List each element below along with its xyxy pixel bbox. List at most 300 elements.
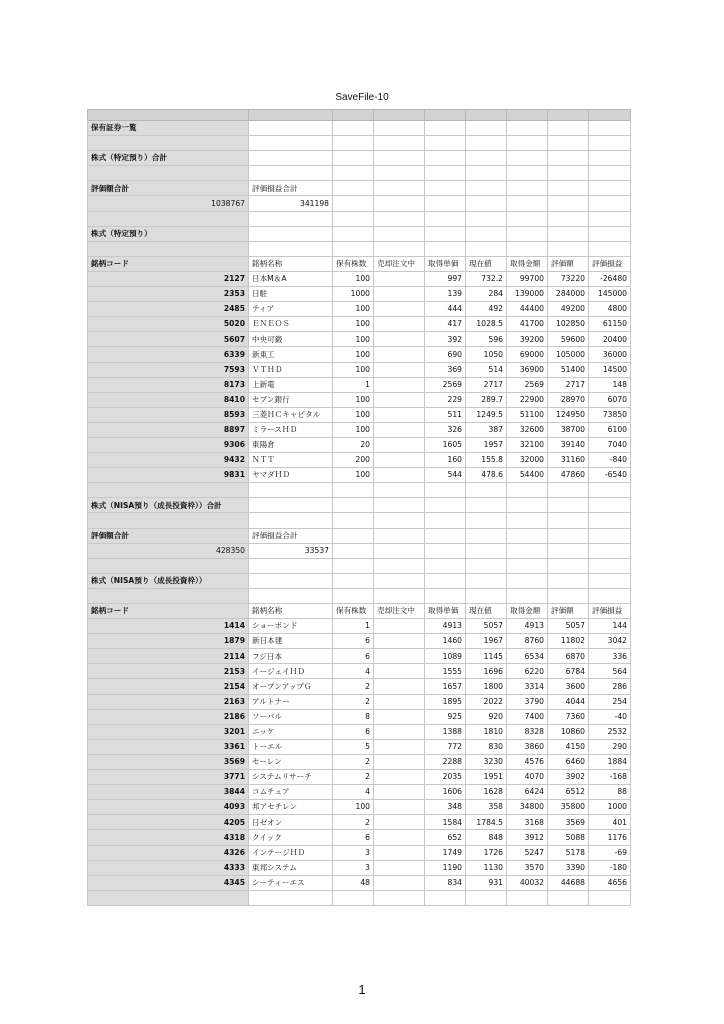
cell: 6784	[548, 664, 589, 679]
cell	[249, 136, 333, 151]
eval-total-label: 評価額合計	[88, 528, 249, 543]
cell: 2717	[548, 377, 589, 392]
cell: 1951	[466, 770, 507, 785]
cell: 2717	[466, 377, 507, 392]
cell: 2	[333, 694, 374, 709]
cell	[589, 498, 631, 513]
category-cell	[88, 588, 249, 603]
stock-code: 1879	[88, 634, 249, 649]
cell: 417	[425, 317, 466, 332]
cell	[249, 890, 333, 905]
cell: 6220	[507, 664, 548, 679]
cell	[507, 483, 548, 498]
cell: -26480	[589, 271, 631, 286]
cell: -180	[589, 860, 631, 875]
cell: 139	[425, 287, 466, 302]
stock-name: 中央可鍛	[249, 332, 333, 347]
cell	[466, 136, 507, 151]
cell	[374, 377, 425, 392]
cell	[507, 211, 548, 226]
cell: 1584	[425, 815, 466, 830]
cell: 772	[425, 739, 466, 754]
cell: 848	[466, 830, 507, 845]
cell: 3790	[507, 694, 548, 709]
cell	[589, 196, 631, 211]
cell	[425, 890, 466, 905]
stock-code: 8897	[88, 422, 249, 437]
stock-name: 日ゼオン	[249, 815, 333, 830]
cell	[249, 558, 333, 573]
cell	[548, 588, 589, 603]
cell: 1895	[425, 694, 466, 709]
stock-name: フジ日本	[249, 649, 333, 664]
cell	[589, 226, 631, 241]
stock-name: 日本M＆A	[249, 271, 333, 286]
stock-code: 3569	[88, 754, 249, 769]
cell	[425, 226, 466, 241]
cell	[507, 181, 548, 196]
cell	[374, 513, 425, 528]
cell: 6	[333, 634, 374, 649]
cell	[374, 121, 425, 136]
cell	[374, 709, 425, 724]
stock-name: 上新電	[249, 377, 333, 392]
cell	[374, 362, 425, 377]
cell	[589, 558, 631, 573]
holding-row	[88, 830, 631, 845]
cell	[374, 110, 425, 121]
cell	[374, 528, 425, 543]
cell: 931	[466, 875, 507, 890]
holding-row	[88, 860, 631, 875]
holding-row	[88, 785, 631, 800]
cell	[425, 121, 466, 136]
cell	[374, 573, 425, 588]
cell: 34800	[507, 800, 548, 815]
cell	[374, 619, 425, 634]
cell: 20400	[589, 332, 631, 347]
cell	[548, 211, 589, 226]
cell	[507, 196, 548, 211]
cell: 100	[333, 317, 374, 332]
cell	[333, 498, 374, 513]
cell: 1000	[333, 287, 374, 302]
holding-row	[88, 377, 631, 392]
cell	[589, 588, 631, 603]
stock-name: ミラースＨＤ	[249, 422, 333, 437]
cell: 6870	[548, 649, 589, 664]
cell	[374, 634, 425, 649]
code-column-header: 銘柄コード	[88, 604, 249, 619]
cell: 4	[333, 785, 374, 800]
cell: 73220	[548, 271, 589, 286]
cell	[374, 317, 425, 332]
stock-code: 9306	[88, 437, 249, 452]
pl-total-value: 341198	[249, 196, 333, 211]
cell	[507, 110, 548, 121]
cell	[507, 136, 548, 151]
cell: 997	[425, 271, 466, 286]
stock-code: 2186	[88, 709, 249, 724]
cell: 14500	[589, 362, 631, 377]
holding-row	[88, 634, 631, 649]
cell: 348	[425, 800, 466, 815]
cell	[589, 211, 631, 226]
cell: 401	[589, 815, 631, 830]
holding-row	[88, 664, 631, 679]
stock-code: 4093	[88, 800, 249, 815]
cell: 444	[425, 302, 466, 317]
cell: 3902	[548, 770, 589, 785]
cell	[374, 890, 425, 905]
cell	[548, 890, 589, 905]
cell: 3042	[589, 634, 631, 649]
cell: 4070	[507, 770, 548, 785]
blank-row	[88, 483, 631, 498]
holding-row	[88, 302, 631, 317]
cell: 59600	[548, 332, 589, 347]
cell: 73850	[589, 407, 631, 422]
eval-total-value: 428350	[88, 543, 249, 558]
cell	[374, 815, 425, 830]
cell	[249, 226, 333, 241]
category-cell	[88, 241, 249, 256]
cell	[333, 211, 374, 226]
cell	[374, 453, 425, 468]
cell: 2	[333, 815, 374, 830]
total-value-row	[88, 196, 631, 211]
cell: 830	[466, 739, 507, 754]
cell: 100	[333, 347, 374, 362]
cell: 596	[466, 332, 507, 347]
cell: 1628	[466, 785, 507, 800]
stock-code: 4345	[88, 875, 249, 890]
cell: 1	[333, 377, 374, 392]
cell	[589, 151, 631, 166]
stock-name: クイック	[249, 830, 333, 845]
cell: 564	[589, 664, 631, 679]
cell: 1884	[589, 754, 631, 769]
stock-code: 3844	[88, 785, 249, 800]
cell	[374, 151, 425, 166]
blank-row	[88, 136, 631, 151]
cell	[548, 483, 589, 498]
cell	[374, 241, 425, 256]
stock-code: 2153	[88, 664, 249, 679]
cell: 3570	[507, 860, 548, 875]
cell: 100	[333, 332, 374, 347]
cell	[374, 347, 425, 362]
blank-row	[88, 241, 631, 256]
cell	[374, 800, 425, 815]
cell: 4044	[548, 694, 589, 709]
pl-total-label: 評価損益合計	[249, 528, 333, 543]
cell: 4913	[507, 619, 548, 634]
cell	[466, 588, 507, 603]
holding-row	[88, 709, 631, 724]
stock-name: ヤマダＨＤ	[249, 468, 333, 483]
cell	[466, 166, 507, 181]
cell: 38700	[548, 422, 589, 437]
cell	[548, 110, 589, 121]
eval-total-value: 1038767	[88, 196, 249, 211]
stock-name: インテージＨＤ	[249, 845, 333, 860]
cell: 39140	[548, 437, 589, 452]
cell	[374, 754, 425, 769]
cell: 1249.5	[466, 407, 507, 422]
cell: 6534	[507, 649, 548, 664]
cell: 145000	[589, 287, 631, 302]
cell: 3	[333, 860, 374, 875]
stock-code: 3361	[88, 739, 249, 754]
cell: 834	[425, 875, 466, 890]
cell: 51400	[548, 362, 589, 377]
stock-name: 邦アセチレン	[249, 800, 333, 815]
cell: -6540	[589, 468, 631, 483]
cell: 1749	[425, 845, 466, 860]
cell: 11802	[548, 634, 589, 649]
cell: 1606	[425, 785, 466, 800]
cell: 155.8	[466, 453, 507, 468]
cell	[507, 558, 548, 573]
cell: 51100	[507, 407, 548, 422]
holdings-list-label: 保有証券一覧	[88, 121, 249, 136]
stock-code: 6339	[88, 347, 249, 362]
cell	[374, 860, 425, 875]
cell	[589, 573, 631, 588]
cell: 1176	[589, 830, 631, 845]
cell: 2288	[425, 754, 466, 769]
cell	[374, 332, 425, 347]
cell: 49200	[548, 302, 589, 317]
cell	[466, 110, 507, 121]
cell	[374, 392, 425, 407]
cell: 44400	[507, 302, 548, 317]
holding-row	[88, 739, 631, 754]
cell: 61150	[589, 317, 631, 332]
total-label-row	[88, 181, 631, 196]
stock-code: 7593	[88, 362, 249, 377]
stock-code: 3771	[88, 770, 249, 785]
stock-code: 4326	[88, 845, 249, 860]
cell: 7040	[589, 437, 631, 452]
cell: 8760	[507, 634, 548, 649]
cell	[425, 588, 466, 603]
cell: 88	[589, 785, 631, 800]
holding-row	[88, 317, 631, 332]
cell	[249, 241, 333, 256]
cell	[548, 151, 589, 166]
cell: 2	[333, 754, 374, 769]
category-cell	[88, 211, 249, 226]
cell: 100	[333, 392, 374, 407]
holding-row	[88, 679, 631, 694]
cell: 39200	[507, 332, 548, 347]
stock-code: 2114	[88, 649, 249, 664]
cell: 3230	[466, 754, 507, 769]
holding-row	[88, 347, 631, 362]
cell	[374, 437, 425, 452]
cell: 48	[333, 875, 374, 890]
cell: 2569	[507, 377, 548, 392]
eval-total-label: 評価額合計	[88, 181, 249, 196]
cell	[374, 483, 425, 498]
cell: 3912	[507, 830, 548, 845]
cell	[249, 166, 333, 181]
cell: 3	[333, 845, 374, 860]
section-total-row	[88, 151, 631, 166]
cell: 1145	[466, 649, 507, 664]
cell: 100	[333, 800, 374, 815]
stock-name: セーレン	[249, 754, 333, 769]
cell	[333, 166, 374, 181]
stock-name: セブン銀行	[249, 392, 333, 407]
cell	[374, 271, 425, 286]
cell: 1190	[425, 860, 466, 875]
blank-row	[88, 890, 631, 905]
cell: 40032	[507, 875, 548, 890]
column-header: 評価額	[548, 256, 589, 271]
cell: 3860	[507, 739, 548, 754]
cell: 1	[333, 619, 374, 634]
stock-code: 2154	[88, 679, 249, 694]
cell: 652	[425, 830, 466, 845]
cell: 284	[466, 287, 507, 302]
cell	[507, 498, 548, 513]
cell: 1957	[466, 437, 507, 452]
cell: 6	[333, 649, 374, 664]
blank-row	[88, 166, 631, 181]
cell	[374, 664, 425, 679]
cell	[333, 513, 374, 528]
cell: 47860	[548, 468, 589, 483]
cell: 44688	[548, 875, 589, 890]
stock-name: アルトナー	[249, 694, 333, 709]
cell	[548, 121, 589, 136]
holding-row	[88, 392, 631, 407]
cell: 5178	[548, 845, 589, 860]
stock-code: 5607	[88, 332, 249, 347]
cell	[466, 558, 507, 573]
cell	[333, 121, 374, 136]
cell: 5088	[548, 830, 589, 845]
cell: 1810	[466, 724, 507, 739]
holding-row	[88, 422, 631, 437]
cell	[333, 226, 374, 241]
cell: 100	[333, 468, 374, 483]
cell	[374, 468, 425, 483]
cell: 254	[589, 694, 631, 709]
holding-row	[88, 724, 631, 739]
stock-name: 新東工	[249, 347, 333, 362]
stock-name: ＥＮＥＯＳ	[249, 317, 333, 332]
cell	[466, 121, 507, 136]
cell: 3314	[507, 679, 548, 694]
category-cell	[88, 166, 249, 181]
cell	[333, 151, 374, 166]
cell: 690	[425, 347, 466, 362]
holding-row	[88, 649, 631, 664]
cell	[249, 483, 333, 498]
cell: 544	[425, 468, 466, 483]
cell: 4150	[548, 739, 589, 754]
cell	[507, 513, 548, 528]
cell	[374, 181, 425, 196]
cell: 2035	[425, 770, 466, 785]
cell: -168	[589, 770, 631, 785]
cell: 100	[333, 302, 374, 317]
column-header: 現在値	[466, 256, 507, 271]
cell	[466, 181, 507, 196]
cell: 6460	[548, 754, 589, 769]
cell: 392	[425, 332, 466, 347]
cell	[425, 483, 466, 498]
cell: 1696	[466, 664, 507, 679]
table-header-row	[88, 256, 631, 271]
section-title: 株式（特定預り）	[88, 226, 249, 241]
cell	[548, 498, 589, 513]
document-title: SaveFile-10	[335, 92, 389, 103]
column-header: 売却注文中	[374, 256, 425, 271]
cell	[374, 785, 425, 800]
cell: 124950	[548, 407, 589, 422]
cell	[548, 573, 589, 588]
cell: 1000	[589, 800, 631, 815]
page-number: 1	[358, 982, 366, 997]
cell	[589, 543, 631, 558]
cell: 290	[589, 739, 631, 754]
cell: 4	[333, 664, 374, 679]
stock-name: イージェイＨＤ	[249, 664, 333, 679]
cell: 31160	[548, 453, 589, 468]
cell	[425, 498, 466, 513]
cell: 8	[333, 709, 374, 724]
cell	[507, 151, 548, 166]
cell: 2	[333, 679, 374, 694]
cell: 369	[425, 362, 466, 377]
cell: 326	[425, 422, 466, 437]
cell	[249, 121, 333, 136]
cell: 5057	[548, 619, 589, 634]
holding-row	[88, 619, 631, 634]
stock-code: 4205	[88, 815, 249, 830]
holding-row	[88, 271, 631, 286]
section-total-title: 株式（特定預り）合計	[88, 151, 249, 166]
category-cell	[88, 513, 249, 528]
cell	[548, 528, 589, 543]
cell	[425, 573, 466, 588]
stock-name: トーエル	[249, 739, 333, 754]
stock-code: 8173	[88, 377, 249, 392]
stock-name: 東邦システム	[249, 860, 333, 875]
cell	[249, 513, 333, 528]
stock-code: 8410	[88, 392, 249, 407]
cell: 1388	[425, 724, 466, 739]
cell: 36000	[589, 347, 631, 362]
cell: 4576	[507, 754, 548, 769]
cell	[374, 211, 425, 226]
holding-row	[88, 800, 631, 815]
cell: 200	[333, 453, 374, 468]
cell	[548, 513, 589, 528]
stock-code: 2353	[88, 287, 249, 302]
blank-row	[88, 558, 631, 573]
stock-name: ショーボンド	[249, 619, 333, 634]
cell	[589, 483, 631, 498]
cell	[466, 483, 507, 498]
cell	[548, 181, 589, 196]
stock-name: システムリサーチ	[249, 770, 333, 785]
